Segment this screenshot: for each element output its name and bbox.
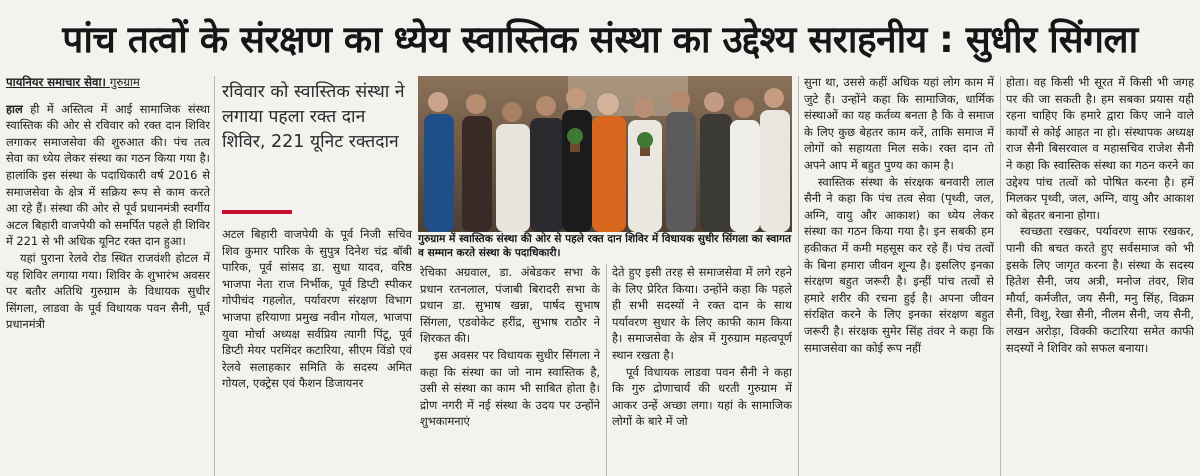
headline: पांच तत्वों के संरक्षण का ध्येय स्वास्तिक संस्था का उद्देश्य सराहनीय : सुधीर सिंगला xyxy=(62,17,1138,61)
column-divider xyxy=(1000,76,1001,476)
paragraph: यहां पुराना रेलवे रोड स्थित राजवंशी होटल में यह शिविर लगाया गया। शिविर के शुभारंभ अवसर पर बतौर अतिथि गुरुग्राम के विधायक सुधीर सिंगला, लाडवा के पूर्व विधायक पवन सैनी, पूर्व प्रधानमंत्री xyxy=(6,250,210,332)
column-divider xyxy=(798,76,799,476)
column-divider xyxy=(606,264,607,476)
column-divider xyxy=(214,76,215,476)
byline-agency: पायनियर समाचार सेवा। xyxy=(6,75,106,89)
byline xyxy=(6,74,210,91)
photo-caption: गुरुग्राम में स्वास्तिक संस्था की ओर से पहले रक्त दान शिविर में विधायक सुधीर सिंगला का स्वागत व सम्मान करते संस्था के पदाधिकारी। xyxy=(418,233,792,259)
article-column-4 xyxy=(612,264,792,476)
article-column-2 xyxy=(222,226,412,476)
paragraph: सुना था, उससे कहीं अधिक यहां लोग काम में जुटे हैं। उन्होंने कहा कि सामाजिक, धार्मिक संस्थाओं का यह कर्तव्य बनता है कि वे समाज के लिए कुछ बेहतर काम करें, ताकि समाज में लोगों को सहायता मिल सके। रक्त दान तो अपने आप में बहुत पुण्य का काम है। xyxy=(804,75,994,172)
group-photo-illustration xyxy=(418,76,792,232)
subheadline-accent-bar xyxy=(222,210,292,214)
paragraph: स्वास्तिक संस्था के संरक्षक बनवारी लाल सैनी ने कहा कि पंच तत्व सेवा (पृथ्वी, जल, अग्नि, वायु और आकाश) का ध्येय लेकर संस्था का गठन किया गया है। इन सबकी हम हकीकत में कमी महसूस कर रहे हैं। पंच तत्वों के बिना हमारा जीवन शून्य है। इसलिए इनका संरक्षण बहुत जरूरी है। इन्हीं पांच तत्वों से हमारे शरीर की रचना हुई है। अपना जीवन संरक्षित करने के लिए इनका संरक्षण बहुत जरूरी है। संरक्षक सुमेर सिंह तंवर ने कहा कि समाजसेवा का कोई रूप नहीं xyxy=(804,174,994,355)
article-column-3 xyxy=(420,264,600,476)
paragraph: इस अवसर पर विधायक सुधीर सिंगला ने कहा कि संस्था का जो नाम स्वास्तिक है, उसी से संस्था का काम भी साबित होता है। द्रोण नगरी में नई संस्था के उदय पर उन्होंने शुभकामनाएं xyxy=(420,347,600,429)
people-silhouettes xyxy=(424,88,790,232)
paragraph: होता। वह किसी भी सूरत में किसी भी जगह पर की जा सकती है। हम सबका प्रयास यही रहना चाहिए कि हमारे द्वारा किए जाने वाले कार्यों से कोई आहत ना हो। संस्थापक अध्यक्ष राज सैनी बिसरवाल व महासचिव राजेश सैनी ने कहा कि स्वास्तिक संस्था का गठन करने का उद्देश्य पांच तत्वों को पोषित करना है। हमें मिलकर पृथ्वी, जल, अग्नि, वायु और आकाश को बेहतर बनाना होगा। xyxy=(1006,75,1194,222)
lead-word: हाल xyxy=(6,101,23,116)
byline-city: गुरुग्राम xyxy=(109,75,140,89)
paragraph xyxy=(6,101,210,250)
paragraph: रेचिका अग्रवाल, डा. अंबेडकर सभा के प्रधान रतनलाल, पंजाबी बिरादरी सभा के प्रधान डा. सुभाष खन्ना, पार्षद सुभाष सिंगला, एडवोकेट हरींद्र, सुभाष राठौर ने शिरकत की। xyxy=(420,265,600,346)
subheadline: रविवार को स्वास्तिक संस्था ने लगाया पहला रक्त दान शिविर, 221 यूनिट रक्तदान xyxy=(222,82,405,152)
article-column-6 xyxy=(1006,74,1194,476)
paragraph: पूर्व विधायक लाडवा पवन सैनी ने कहा कि गुरु द्रोणाचार्य की धरती गुरुग्राम में आकर उन्हें अच्छा लगा। यहां के सामाजिक लोगों के बारे में जो xyxy=(612,364,792,429)
article-column-1 xyxy=(6,74,210,476)
paragraph: अटल बिहारी वाजपेयी के पूर्व निजी सचिव शिव कुमार पारिक के सुपुत्र दिनेश चंद्र बॉबी पारिक, पूर्व सांसद डा. सुधा यादव, वरिष्ठ भाजपा नेता राज निर्भीक, पूर्व डिप्टी स्पीकर गोपीचंद गहलोत, पर्यावरण संरक्षण विभाग भाजपा हरियाणा प्रमुख नवीन गोयल, भाजपा युवा मोर्चा अध्यक्ष सर्वप्रिय त्यागी पिंटू, पूर्व डिप्टी मेयर परमिंदर कटारिया, सीएम विंडो एवं रेलवे सलाहकार समिति के सदस्य अमित गोयल, एक्ट्रेस एवं फैशन डिजायनर xyxy=(222,227,412,391)
article-column-5 xyxy=(804,74,994,476)
paragraph: स्वच्छता रखकर, पर्यावरण साफ रखकर, पानी की बचत करते हुए सर्वसमाज को भी इसके लिए जागृत करना है। संस्था के सदस्य हितेश सैनी, जय अत्री, मनोज तंवर, शिव मौर्या, कर्मजीत, जय सैनी, मनु सिंह, विक्रम सैनी, विशु, रेखा सैनी, नीलम सैनी, जय सैनी, लखन अरोड़ा, विक्की कटारिया समेत काफी सदस्यों ने शिविर को सफल बनाया। xyxy=(1006,224,1194,355)
news-photo xyxy=(418,76,792,232)
paragraph-text: ही में अस्तित्व में आई सामाजिक संस्था स्वास्तिक की ओर से रविवार को रक्त दान शिविर लगाकर समाजसेवा की शुरुआत की। पंच तत्व सेवा का ध्येय लेकर संस्था का गठन किया गया है। हालांकि इस संस्था के पदाधिकारी वर्ष 2016 से समाजसेवा के क्षेत्र में सक्रिय रूप से काम करते आ रहे हैं। संस्था की ओर से पूर्व प्रधानमंत्री स्वर्गीय अटल बिहारी वाजपेयी को समर्पित पहले ही शिविर में 221 से भी अधिक यूनिट रक्त दान हुआ। xyxy=(6,101,210,249)
paragraph: देते हुए इसी तरह से समाजसेवा में लगे रहने के लिए प्रेरित किया। उन्होंने कहा कि पहले ही सभी सदस्यों ने रक्त दान के साथ पर्यावरण सुधार के लिए काफी काम किया है। समाजसेवा के क्षेत्र में गुरुग्राम महत्वपूर्ण स्थान रखता है। xyxy=(612,265,792,362)
